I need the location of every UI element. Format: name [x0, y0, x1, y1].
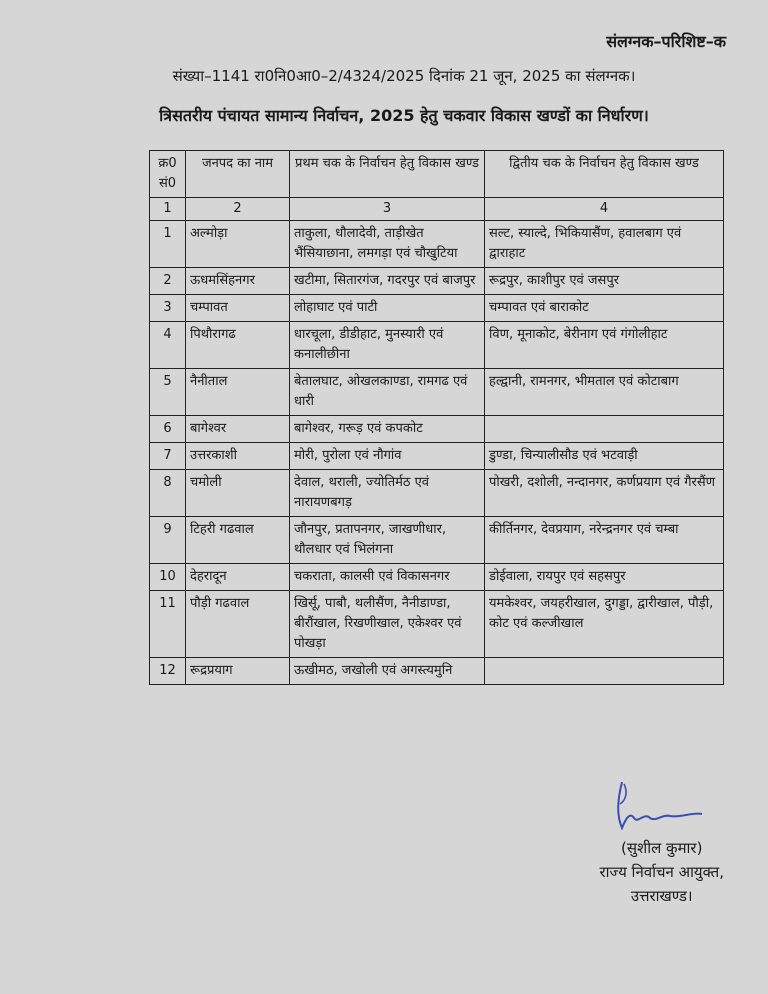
column-number: 2: [186, 198, 290, 221]
document-heading: त्रिसतरीय पंचायत सामान्य निर्वाचन, 2025 हेतु चकवार विकास खण्डों का निर्धारण।: [159, 106, 649, 125]
district-cell: अल्मोड़ा: [186, 221, 290, 268]
phase2-cell: कीर्तिनगर, देवप्रयाग, नरेन्द्रनगर एवं चम्बा: [485, 517, 724, 564]
column-number-row: [150, 198, 724, 221]
phase2-cell: डुण्डा, चिन्यालीसौड एवं भटवाड़ी: [485, 443, 724, 470]
serial-cell: 4: [150, 322, 186, 369]
serial-cell: 10: [150, 564, 186, 591]
table-row: [150, 416, 724, 443]
header-serial: क्र0 सं0: [150, 151, 186, 198]
phase2-cell: यमकेश्वर, जयहरीखाल, दुगड्डा, द्वारीखाल, पौड़ी, कोट एवं कल्जीखाल: [485, 591, 724, 658]
phase1-cell: खटीमा, सितारगंज, गदरपुर एवं बाजपुर: [290, 268, 485, 295]
district-cell: नैनीताल: [186, 369, 290, 416]
district-cell: उत्तरकाशी: [186, 443, 290, 470]
district-cell: पौड़ी गढवाल: [186, 591, 290, 658]
serial-cell: 6: [150, 416, 186, 443]
column-number: 4: [485, 198, 724, 221]
table-header-row: [150, 151, 724, 198]
phase2-cell: [485, 658, 724, 685]
serial-cell: 11: [150, 591, 186, 658]
phase1-cell: ऊखीमठ, जखोली एवं अगस्त्यमुनि: [290, 658, 485, 685]
reference-line: संख्या–1141 रा0नि0आ0–2/4324/2025 दिनांक 21 जून, 2025 का संलग्नक।: [172, 67, 636, 85]
table-row: [150, 322, 724, 369]
block-allocation-table: [149, 150, 724, 685]
serial-cell: 7: [150, 443, 186, 470]
serial-cell: 9: [150, 517, 186, 564]
phase2-cell: सल्ट, स्याल्दे, भिकियासैंण, हवालबाग एवं द्वाराहाट: [485, 221, 724, 268]
header-phase1: प्रथम चक के निर्वाचन हेतु विकास खण्ड: [290, 151, 485, 198]
phase1-cell: बेतालघाट, ओखलकाण्डा, रामगढ एवं धारी: [290, 369, 485, 416]
district-cell: बागेश्वर: [186, 416, 290, 443]
annexure-label: संलग्नक–परिशिष्ट–क: [606, 32, 726, 51]
table-row: [150, 443, 724, 470]
district-cell: रूद्रप्रयाग: [186, 658, 290, 685]
table-row: [150, 268, 724, 295]
serial-cell: 3: [150, 295, 186, 322]
district-cell: चमोली: [186, 470, 290, 517]
phase1-cell: मोरी, पुरोला एवं नौगांव: [290, 443, 485, 470]
column-number: 3: [290, 198, 485, 221]
phase2-cell: हल्द्वानी, रामनगर, भीमताल एवं कोटाबाग: [485, 369, 724, 416]
signatory-block: [599, 836, 724, 908]
district-cell: देहरादून: [186, 564, 290, 591]
phase1-cell: चकराता, कालसी एवं विकासनगर: [290, 564, 485, 591]
table-row: [150, 295, 724, 322]
phase1-cell: लोहाघाट एवं पाटी: [290, 295, 485, 322]
phase1-cell: बागेश्वर, गरूड़ एवं कपकोट: [290, 416, 485, 443]
table-row: [150, 591, 724, 658]
table-row: [150, 658, 724, 685]
phase2-cell: [485, 416, 724, 443]
serial-cell: 1: [150, 221, 186, 268]
phase2-cell: डोईवाला, रायपुर एवं सहसपुर: [485, 564, 724, 591]
table-row: [150, 517, 724, 564]
phase1-cell: देवाल, थराली, ज्योतिर्मठ एवं नारायणबगड़: [290, 470, 485, 517]
serial-cell: 5: [150, 369, 186, 416]
phase2-cell: चम्पावत एवं बाराकोट: [485, 295, 724, 322]
serial-cell: 8: [150, 470, 186, 517]
serial-cell: 12: [150, 658, 186, 685]
signature-mark: [608, 778, 718, 838]
table-row: [150, 470, 724, 517]
phase1-cell: ताकुला, धौलादेवी, ताड़ीखेत भैंसियाछाना, लमगड़ा एवं चौखुटिया: [290, 221, 485, 268]
phase2-cell: रूद्रपुर, काशीपुर एवं जसपुर: [485, 268, 724, 295]
district-cell: टिहरी गढवाल: [186, 517, 290, 564]
phase1-cell: धारचूला, डीडीहाट, मुनस्यारी एवं कनालीछीना: [290, 322, 485, 369]
signatory-state: उत्तराखण्ड।: [630, 887, 693, 905]
district-cell: पिथौरागढ: [186, 322, 290, 369]
phase1-cell: खिर्सू, पाबौ, थलीसैंण, नैनीडाण्डा, बीरौंखाल, रिखणीखाल, एकेश्वर एवं पोखड़ा: [290, 591, 485, 658]
district-cell: ऊधमसिंहनगर: [186, 268, 290, 295]
phase2-cell: विण, मूनाकोट, बेरीनाग एवं गंगोलीहाट: [485, 322, 724, 369]
signatory-name: (सुशील कुमार): [621, 839, 703, 857]
district-cell: चम्पावत: [186, 295, 290, 322]
table-row: [150, 221, 724, 268]
table-row: [150, 564, 724, 591]
phase2-cell: पोखरी, दशोली, नन्दानगर, कर्णप्रयाग एवं गैरसैंण: [485, 470, 724, 517]
signatory-designation: राज्य निर्वाचन आयुक्त,: [599, 863, 724, 881]
phase1-cell: जौनपुर, प्रतापनगर, जाखणीधार, थौलधार एवं भिलंगना: [290, 517, 485, 564]
serial-cell: 2: [150, 268, 186, 295]
column-number: 1: [150, 198, 186, 221]
header-phase2: द्वितीय चक के निर्वाचन हेतु विकास खण्ड: [485, 151, 724, 198]
header-district: जनपद का नाम: [186, 151, 290, 198]
table-row: [150, 369, 724, 416]
